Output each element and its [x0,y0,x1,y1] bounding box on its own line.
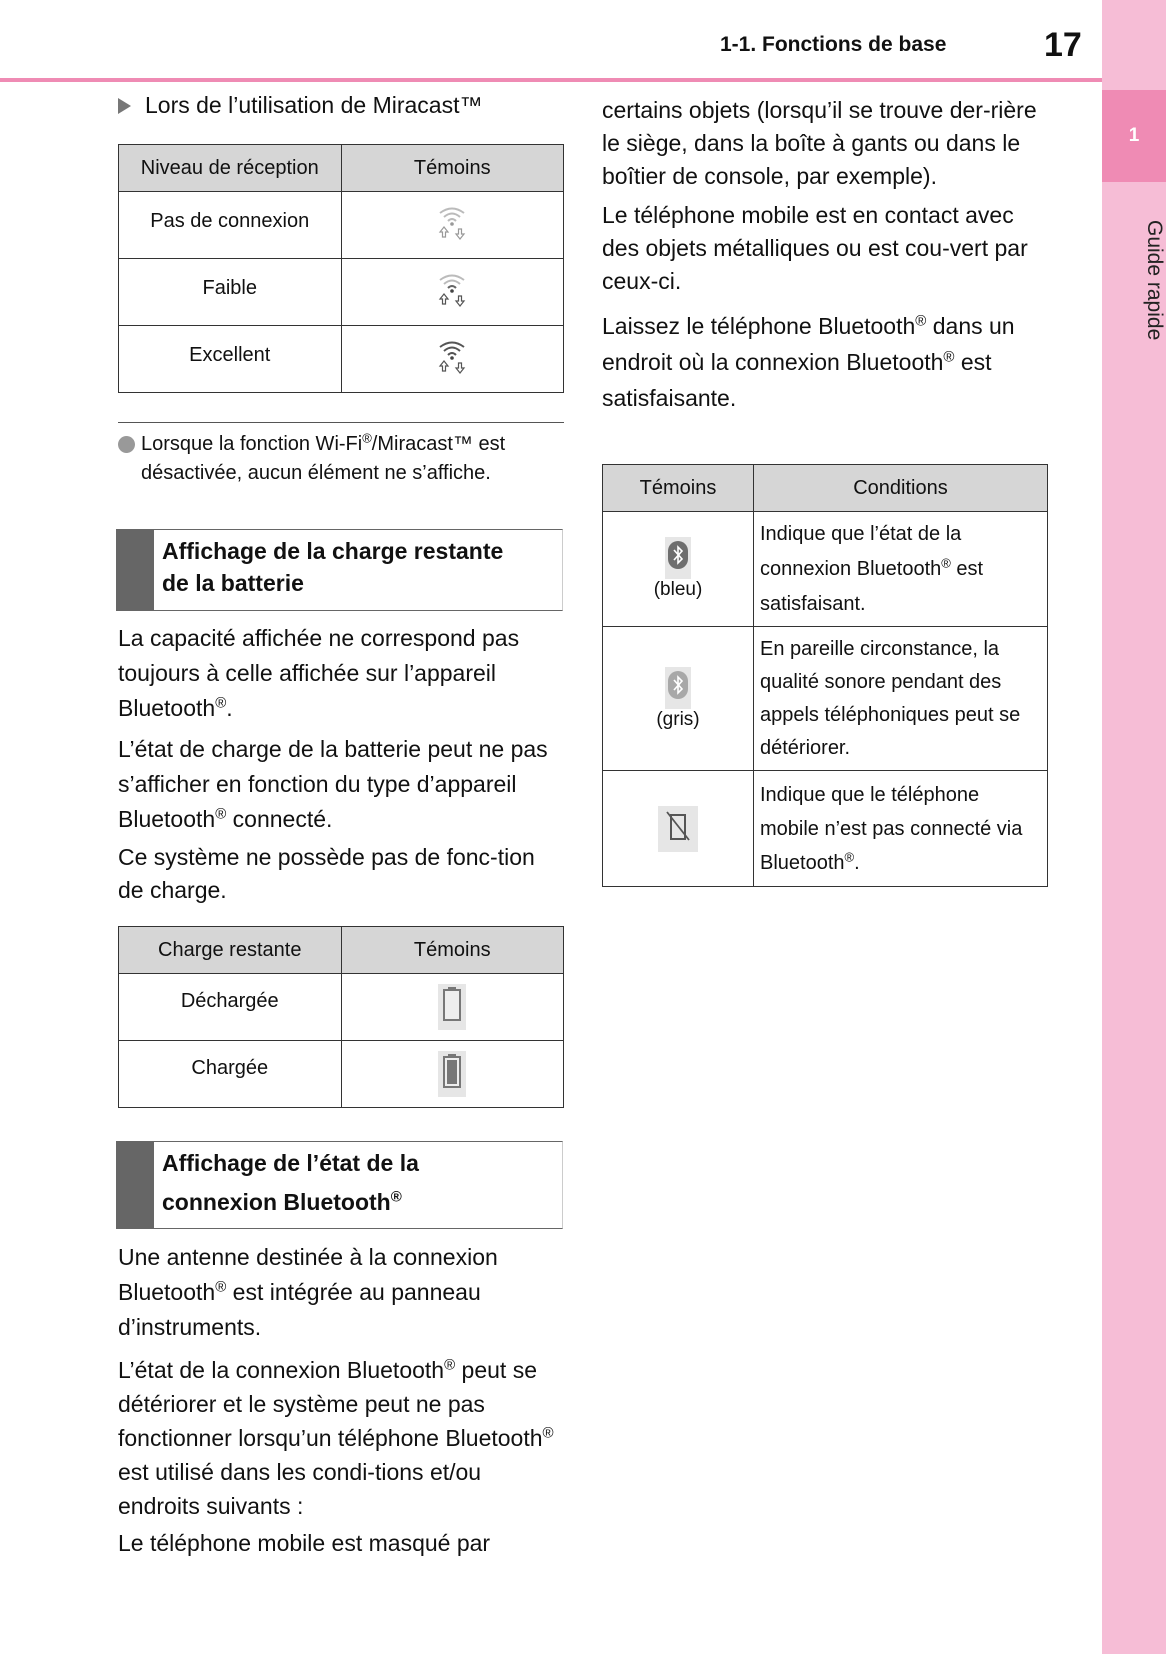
battery-paragraphs [118,621,564,907]
chapter-number-tab[interactable] [1102,90,1166,182]
table-row [603,627,1048,771]
battery-empty-icon [438,984,466,1030]
header-divider [0,78,1102,82]
reception-level: Faible [119,259,342,326]
section-header-title: 1-1. Fonctions de base [720,33,947,56]
reception-level: Pas de connexion [119,192,342,259]
icon-caption: (gris) [656,708,700,730]
section-bar [116,530,154,610]
battery-full-icon [438,1051,466,1097]
section-bar [116,1142,154,1228]
wifi-signal-excellent-icon [436,338,468,374]
reception-level: Excellent [119,326,342,393]
table-header: Conditions [754,465,1048,512]
battery-para-2: L’état de charge de la batterie peut ne pas s’afficher en fonction du type d’appareil Bluetooth® connecté. [118,736,548,832]
bluetooth-paragraphs [118,1240,564,1560]
battery-table-wrap [118,926,564,1108]
right-paragraphs [602,94,1048,416]
condition-text: En pareille circonstance, la qualité sonore pendant des appels téléphoniques peut se détériorer. [754,627,1048,771]
table-row [119,326,564,393]
bluetooth-status-table [602,464,1048,887]
bluetooth-para-3: Le téléphone mobile est masqué par [118,1530,491,1556]
condition-text: Indique que le téléphone mobile n’est pas connecté via Bluetooth®. [754,771,1048,887]
table-header: Témoins [603,465,754,512]
charge-state: Chargée [119,1041,342,1108]
miracast-reception-table [118,144,564,393]
table-header: Niveau de réception [119,145,342,192]
icon-caption: (bleu) [653,579,703,600]
battery-para-1: La capacité affichée ne correspond pas toujours à celle affichée sur l’appareil Bluetooth®. [118,625,520,721]
bluetooth-section-heading: Affichage de l’état de la connexion Bluetooth® [116,1141,563,1229]
note-divider [118,422,564,423]
wifi-signal-none-icon [436,204,468,240]
table-row [119,974,564,1041]
charge-state: Déchargée [119,974,342,1041]
miracast-subheading [118,92,564,119]
condition-text: Indique que l’état de la connexion Bluetooth® est satisfaisant. [754,512,1048,627]
wifi-signal-weak-icon [436,271,468,307]
chapter-number: 1 [1128,125,1140,146]
right-para-2: Le téléphone mobile est en contact avec des objets métalliques ou est cou-vert par ceux-ci. [602,202,1028,294]
bluetooth-gray-icon [665,667,691,709]
table-header: Charge restante [119,927,342,974]
bluetooth-table-wrap [602,464,1048,887]
battery-section-heading: Affichage de la charge restante de la batterie [116,529,563,611]
miracast-table-wrap [118,144,564,393]
table-header: Témoins [341,927,564,974]
table-row [119,259,564,326]
table-row [119,192,564,259]
battery-charge-table [118,926,564,1108]
circle-bullet-icon [118,436,135,453]
chapter-label: Guide rapide [1143,219,1166,341]
miracast-heading: Lors de l’utilisation de Miracast™ [145,92,483,118]
table-row [603,771,1048,887]
table-row [119,1041,564,1108]
right-para-1: certains objets (lorsqu’il se trouve der-rière le siège, dans la boîte à gants ou dans le boîtier de console, par exemple). [602,97,1037,189]
table-header: Témoins [341,145,564,192]
bluetooth-para-2: L’état de la connexion Bluetooth® peut se détériorer et le système peut ne pas fonctionner lorsqu’un téléphone Bluetooth® est utilisé dans les condi-tions et/ou endroits suivants : [118,1356,554,1519]
bluetooth-para-1: Une antenne destinée à la connexion Bluetooth® est intégrée au panneau d’instruments. [118,1244,498,1340]
right-para-3: Laissez le téléphone Bluetooth® dans un endroit où la connexion Bluetooth® est satisfaisante. [602,312,1015,411]
page-number: 17 [1044,26,1082,64]
bluetooth-blue-icon [665,537,691,579]
table-row [603,512,1048,627]
battery-para-3: Ce système ne possède pas de fonc-tion de charge. [118,844,535,903]
miracast-note: Lorsque la fonction Wi-Fi®/Miracast™ est désactivée, aucun élément ne s’affiche. [118,430,564,488]
phone-disconnected-icon [658,806,698,852]
triangle-bullet-icon [118,98,131,114]
